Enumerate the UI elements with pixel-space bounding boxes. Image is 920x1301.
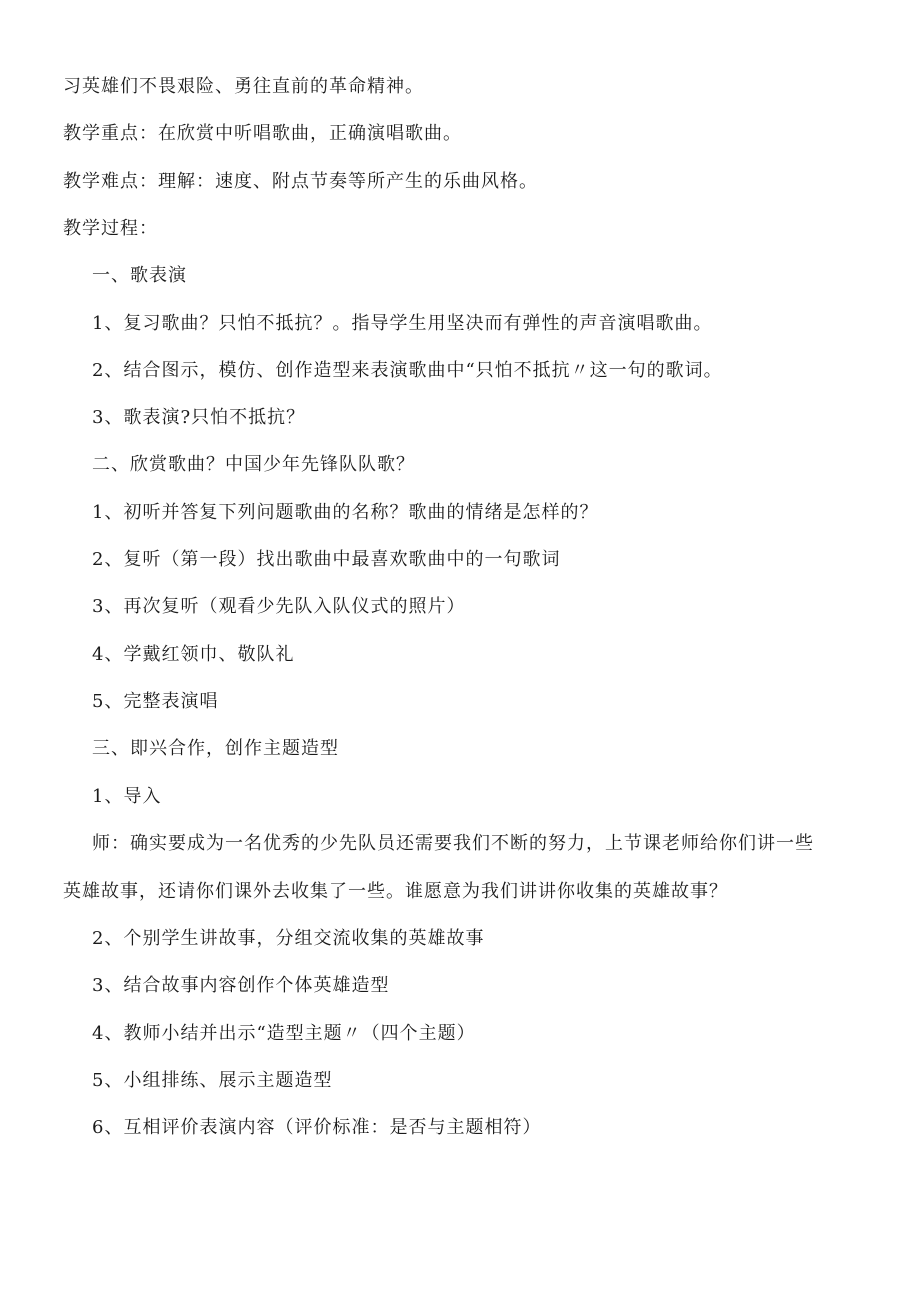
list-item: 5、完整表演唱 <box>92 691 219 712</box>
list-item: 2、结合图示，模仿、创作造型来表演歌曲中“只怕不抵抗〃这一句的歌词。 <box>92 360 723 381</box>
section-heading-2: 二、欣赏歌曲？中国少年先锋队队歌？ <box>92 454 415 475</box>
list-item: 1、导入 <box>92 786 162 807</box>
text-line-continuation: 习英雄们不畏艰险、勇往直前的革命精神。 <box>63 76 424 97</box>
list-item: 3、再次复听（观看少先队入队仪式的照片） <box>92 596 466 617</box>
text-line-teaching-difficulty: 教学难点：理解：速度、附点节奏等所产生的乐曲风格。 <box>63 171 538 192</box>
list-item: 2、复听（第一段）找出歌曲中最喜欢歌曲中的一句歌词 <box>92 549 561 570</box>
list-item: 1、复习歌曲？只怕不抵抗？。指导学生用坚决而有弹性的声音演唱歌曲。 <box>92 313 713 334</box>
section-heading-3: 三、即兴合作，创作主题造型 <box>92 738 339 759</box>
list-item: 2、个别学生讲故事，分组交流收集的英雄故事 <box>92 928 485 949</box>
text-line-teaching-focus: 教学重点：在欣赏中听唱歌曲，正确演唱歌曲。 <box>63 123 462 144</box>
text-line-teaching-process: 教学过程： <box>63 218 158 239</box>
list-item: 4、学戴红领巾、敬队礼 <box>92 644 295 665</box>
list-item: 6、互相评价表演内容（评价标准：是否与主题相符） <box>92 1117 542 1138</box>
list-item: 1、初听并答复下列问题歌曲的名称？歌曲的情绪是怎样的？ <box>92 502 599 523</box>
list-item: 3、歌表演?只怕不抵抗？ <box>92 407 306 428</box>
list-item: 5、小组排练、展示主题造型 <box>92 1070 333 1091</box>
paragraph-line: 英雄故事，还请你们课外去收集了一些。谁愿意为我们讲讲你收集的英雄故事？ <box>63 881 728 902</box>
list-item: 4、教师小结并出示“造型主题〃（四个主题） <box>92 1023 476 1044</box>
list-item: 3、结合故事内容创作个体英雄造型 <box>92 975 390 996</box>
paragraph-line: 师：确实要成为一名优秀的少先队员还需要我们不断的努力，上节课老师给你们讲一些 <box>92 833 814 854</box>
section-heading-1: 一、歌表演 <box>92 265 187 286</box>
